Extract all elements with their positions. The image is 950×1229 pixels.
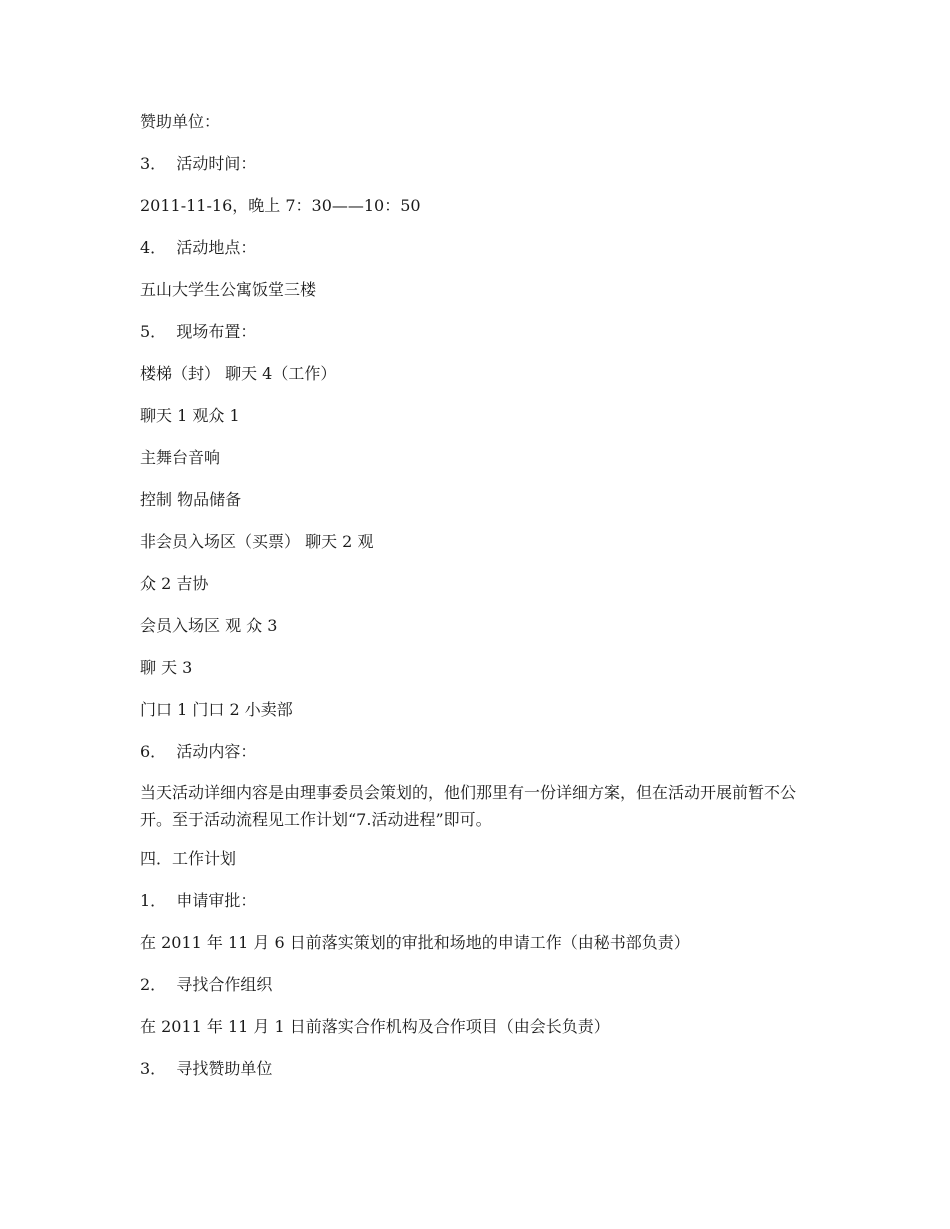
sponsor-heading: 赞助单位： [140, 112, 221, 131]
activity-content-text: 当天活动详细内容是由理事委员会策划的，他们那里有一份详细方案，但在活动开展前暂不公开。至于活动流程见工作计划“7.活动进程”即可。 [140, 783, 797, 829]
layout-line: 控制 物品储备 [140, 490, 242, 509]
approval-text: 在 2011 年 11 月 6 日前落实策划的审批和场地的申请工作（由秘书部负责） [140, 933, 690, 952]
find-sponsor-heading: 3． 寻找赞助单位 [140, 1059, 273, 1078]
layout-line: 门口 1 门口 2 小卖部 [140, 700, 293, 719]
layout-line: 聊 天 3 [140, 658, 193, 677]
partner-heading: 2． 寻找合作组织 [140, 975, 273, 994]
document-page [140, 111, 820, 1100]
layout-line: 聊天 1 观众 1 [140, 406, 240, 425]
work-plan-heading: 四．工作计划 [140, 849, 237, 868]
layout-line: 非会员入场区（买票） 聊天 2 观 [140, 532, 374, 551]
activity-time-heading: 3． 活动时间： [140, 154, 257, 173]
approval-heading: 1． 申请审批： [140, 891, 257, 910]
partner-text: 在 2011 年 11 月 1 日前落实合作机构及合作项目（由会长负责） [140, 1017, 610, 1036]
activity-content-heading: 6． 活动内容： [140, 742, 257, 761]
layout-line: 众 2 吉协 [140, 574, 209, 593]
venue-layout-heading: 5． 现场布置： [140, 322, 257, 341]
activity-location-heading: 4． 活动地点： [140, 238, 257, 257]
layout-line: 主舞台音响 [140, 448, 221, 467]
activity-time-text: 2011-11-16，晚上 7：30——10：50 [140, 196, 421, 215]
layout-line: 楼梯（封） 聊天 4（工作） [140, 364, 337, 383]
activity-location-text: 五山大学生公寓饭堂三楼 [140, 280, 317, 299]
layout-line: 会员入场区 观 众 3 [140, 616, 278, 635]
